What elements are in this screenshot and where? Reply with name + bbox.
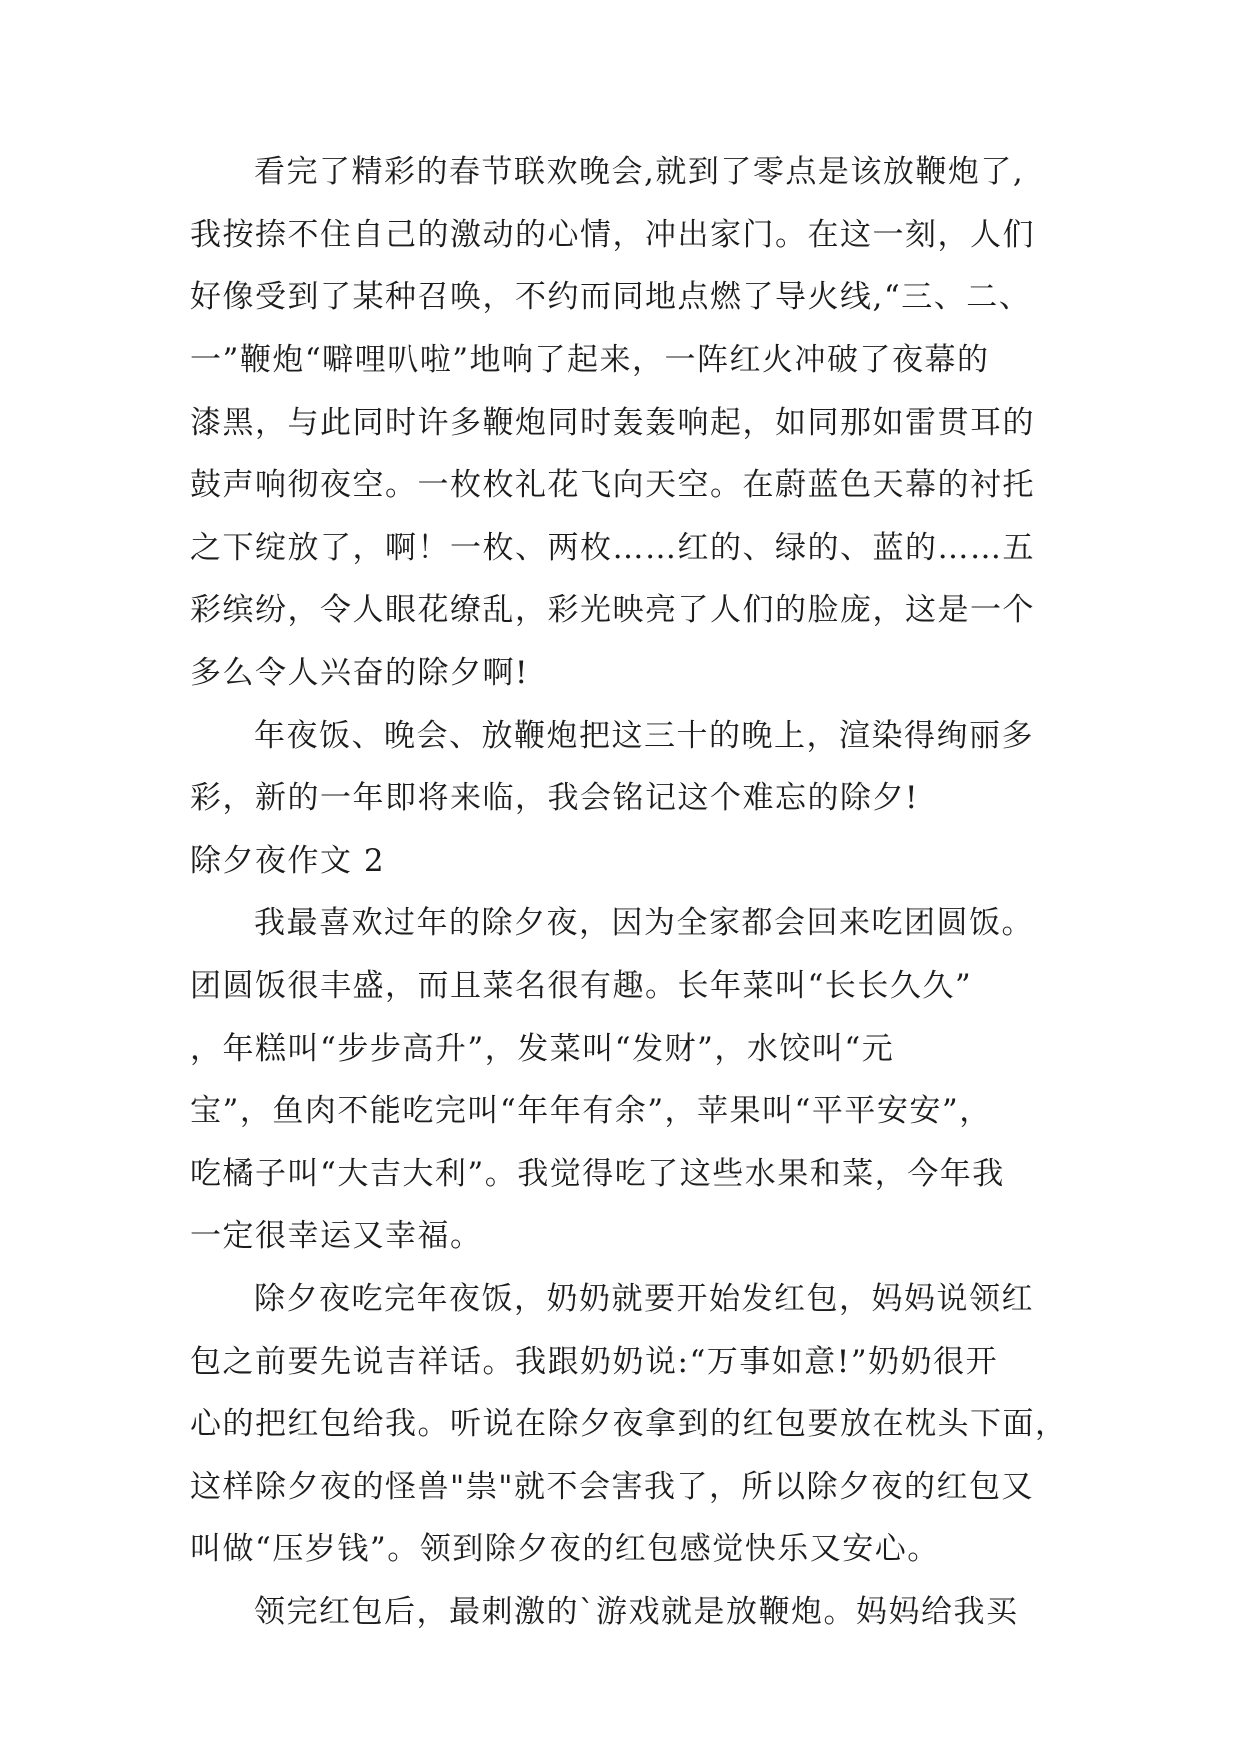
text-line: 多么令人兴奋的除夕啊!	[190, 655, 529, 691]
text-line: 看完了精彩的春节联欢晚会,就到了零点是该放鞭炮了,	[254, 154, 1025, 190]
text-line: 领完红包后，最刺激的`游戏就是放鞭炮。妈妈给我买	[254, 1594, 1019, 1630]
text-line: 之下绽放了，啊！一枚、两枚……红的、绿的、蓝的……五	[190, 530, 1035, 566]
text-line: 彩缤纷，令人眼花缭乱，彩光映亮了人们的脸庞，这是一个	[190, 592, 1035, 628]
text-line: 漆黑，与此同时许多鞭炮同时轰轰响起，如同那如雷贯耳的	[190, 405, 1035, 441]
text-line: 我最喜欢过年的除夕夜，因为全家都会回来吃团圆饭。	[254, 905, 1034, 941]
text-line: 我按捺不住自己的激动的心情，冲出家门。在这一刻，人们	[190, 217, 1035, 253]
text-line: 鼓声响彻夜空。一枚枚礼花飞向天空。在蔚蓝色天幕的衬托	[190, 467, 1035, 503]
text-line: 年夜饭、晚会、放鞭炮把这三十的晚上，渲染得绚丽多	[254, 718, 1034, 754]
text-line: 叫做“压岁钱”。领到除夕夜的红包感觉快乐又安心。	[190, 1531, 940, 1567]
text-line: 彩，新的一年即将来临，我会铭记这个难忘的除夕!	[190, 780, 919, 816]
text-line: 包之前要先说吉祥话。我跟奶奶说:“万事如意!”奶奶很开	[190, 1344, 999, 1380]
text-line: 团圆饭很丰盛，而且菜名很有趣。长年菜叫“长长久久”	[190, 968, 973, 1004]
text-line: 心的把红包给我。听说在除夕夜拿到的红包要放在枕头下面，	[190, 1406, 1068, 1442]
text-line: 一”鞭炮“噼哩叭啦”地响了起来，一阵红火冲破了夜幕的	[190, 342, 990, 378]
text-line: 好像受到了某种召唤，不约而同地点燃了导火线,“三、二、	[190, 279, 1032, 315]
text-line: 宝”，鱼肉不能吃完叫“年年有余”，苹果叫“平平安安”，	[190, 1093, 992, 1129]
text-line: 除夕夜吃完年夜饭，奶奶就要开始发红包，妈妈说领红	[254, 1281, 1034, 1317]
text-line: 一定很幸运又幸福。	[190, 1218, 483, 1254]
text-line: ，年糕叫“步步高升”，发菜叫“发财”，水饺叫“元	[190, 1031, 895, 1067]
text-line: 这样除夕夜的怪兽"祟"就不会害我了，所以除夕夜的红包又	[190, 1469, 1035, 1505]
section-heading: 除夕夜作文 2	[190, 843, 386, 879]
text-line: 吃橘子叫“大吉大利”。我觉得吃了这些水果和菜，今年我	[190, 1156, 1005, 1192]
